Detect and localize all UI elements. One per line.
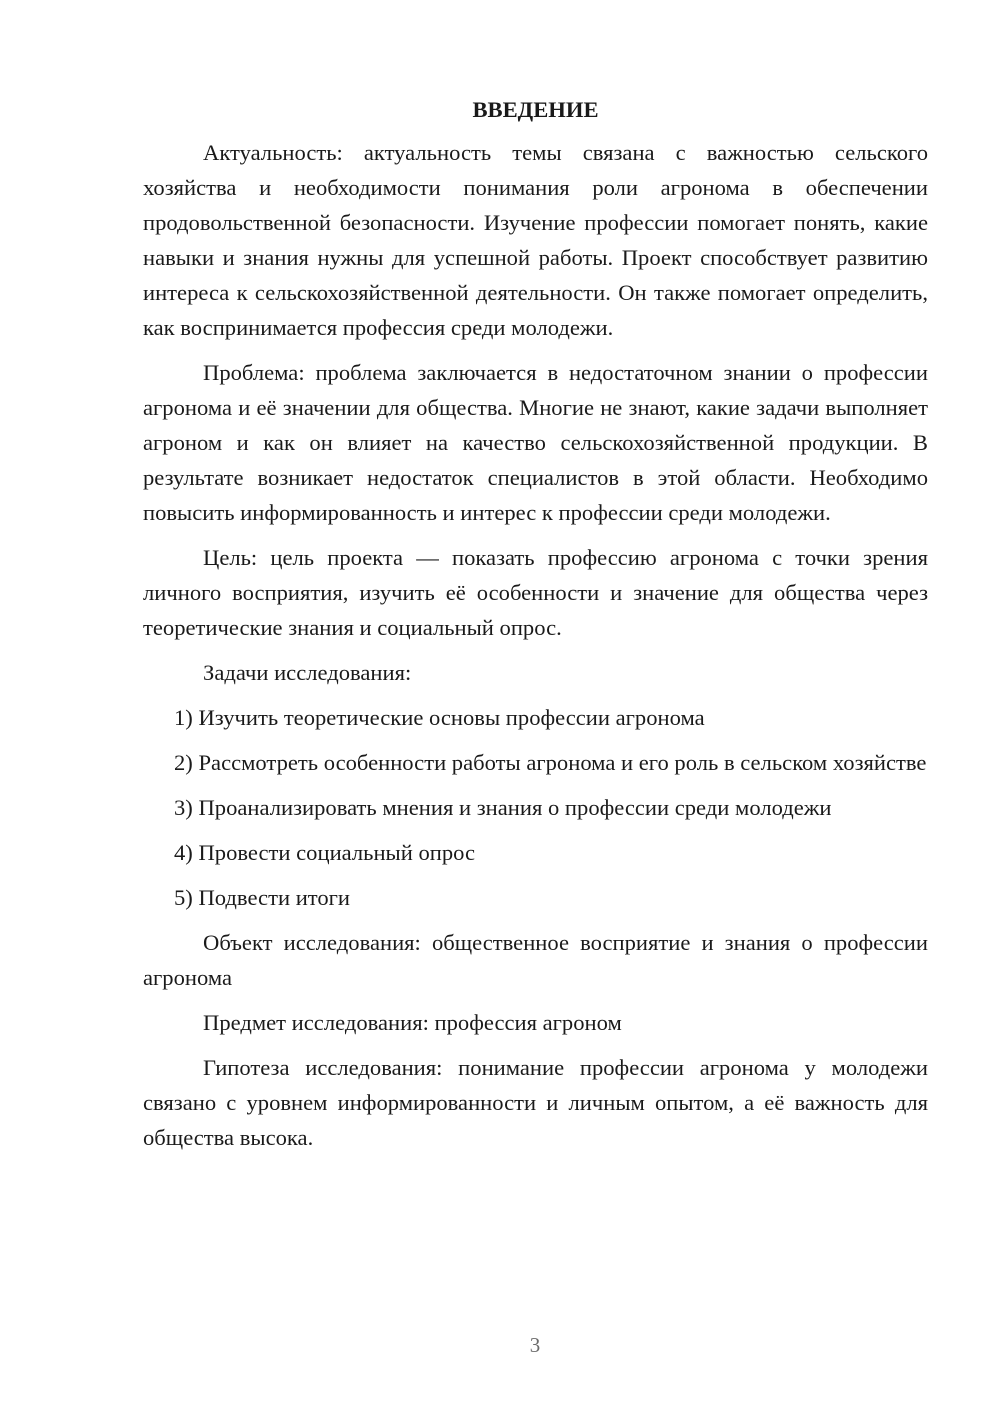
page-number: 3 bbox=[529, 1333, 541, 1357]
tasks-list bbox=[143, 700, 928, 915]
problem-paragraph: Проблема: проблема заключается в недостаточном знании о профессии агронома и её значении для общества. Многие не знают, какие задачи выполняет агроном и как он влияет на качество сельскохозяйственной продукции. В результате возникает недостаток специалистов в этой области. Необходимо повысить информированность и интерес к профессии среди молодежи. bbox=[143, 360, 928, 525]
document-page bbox=[143, 92, 928, 1165]
task-item: 4) Провести социальный опрос bbox=[174, 840, 476, 865]
page-title: ВВЕДЕНИЕ bbox=[472, 97, 599, 122]
task-item: 1) Изучить теоретические основы профессии агронома bbox=[174, 705, 705, 730]
task-item: 2) Рассмотреть особенности работы агронома и его роль в сельском хозяйстве bbox=[174, 750, 927, 775]
goal-paragraph: Цель: цель проекта — показать профессию агронома с точки зрения личного восприятия, изучить её особенности и значение для общества через теоретические знания и социальный опрос. bbox=[143, 545, 928, 640]
task-item: 3) Проанализировать мнения и знания о профессии среди молодежи bbox=[174, 795, 832, 820]
subject-paragraph: Предмет исследования: профессия агроном bbox=[203, 1010, 622, 1035]
hypothesis-paragraph: Гипотеза исследования: понимание профессии агронома у молодежи связано с уровнем информированности и личным опытом, а её важность для общества высока. bbox=[143, 1055, 928, 1150]
tasks-heading: Задачи исследования: bbox=[203, 660, 412, 685]
object-paragraph: Объект исследования: общественное восприятие и знания о профессии агронома bbox=[143, 930, 928, 990]
task-item: 5) Подвести итоги bbox=[174, 885, 351, 910]
relevance-paragraph: Актуальность: актуальность темы связана с важностью сельского хозяйства и необходимости понимания роли агронома в обеспечении продовольственной безопасности. Изучение профессии помогает понять, какие навыки и знания нужны для успешной работы. Проект способствует развитию интереса к сельскохозяйственной деятельности. Он также помогает определить, как воспринимается профессия среди молодежи. bbox=[143, 140, 928, 340]
